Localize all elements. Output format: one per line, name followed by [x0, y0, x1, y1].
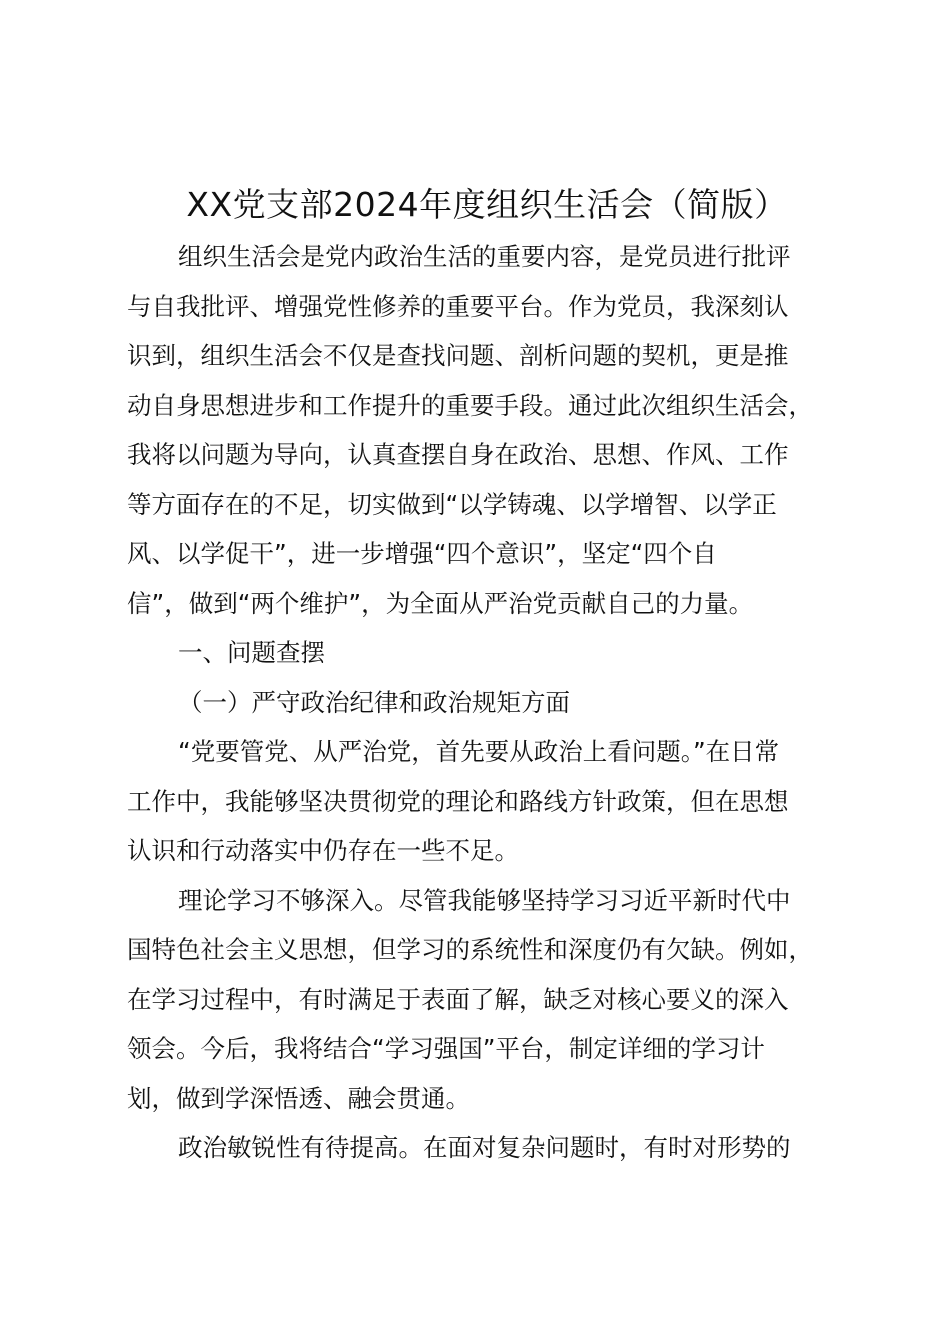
paragraph-line: 政治敏锐性有待提高。在面对复杂问题时，有时对形势的: [178, 1133, 791, 1162]
document-body: [127, 232, 835, 1173]
paragraph-line: 理论学习不够深入。尽管我能够坚持学习习近平新时代中: [178, 885, 791, 915]
paragraph-line: 等方面存在的不足，切实做到“以学铸魂、以学增智、以学正: [127, 489, 777, 519]
paragraph-line: 我将以问题为导向，认真查摆自身在政治、思想、作风、工作: [127, 440, 789, 469]
paragraph-line: 划，做到学深悟透、融会贯通。: [127, 1083, 470, 1113]
paragraph-line: 信”，做到“两个维护”，为全面从严治党贡献自己的力量。: [127, 588, 754, 618]
paragraph-line: 识到，组织生活会不仅是查找问题、剖析问题的契机，更是推: [127, 341, 789, 370]
paragraph-line: 认识和行动落实中仍存在一些不足。: [127, 836, 519, 865]
paragraph-line: 国特色社会主义思想，但学习的系统性和深度仍有欠缺。例如，: [127, 935, 813, 964]
paragraph-line: 风、以学促干”，进一步增强“四个意识”，坚定“四个自: [127, 539, 717, 568]
subsection-heading: （一）严守政治纪律和政治规矩方面: [178, 687, 570, 717]
paragraph-line: 与自我批评、增强党性修养的重要平台。作为党员，我深刻认: [127, 291, 789, 321]
paragraph-line: “党要管党、从严治党，首先要从政治上看问题。”在日常: [178, 737, 780, 766]
paragraph-line: 组织生活会是党内政治生活的重要内容，是党员进行批评: [178, 242, 791, 271]
paragraph-line: 工作中，我能够坚决贯彻党的理论和路线方针政策，但在思想: [127, 786, 789, 816]
paragraph-line: 领会。今后，我将结合“学习强国”平台，制定详细的学习计: [127, 1034, 765, 1063]
paragraph-line: 在学习过程中，有时满足于表面了解，缺乏对核心要义的深入: [127, 984, 789, 1014]
section-heading: 一、问题查摆: [178, 638, 325, 667]
document-title: XX党支部2024年度组织生活会（简版）: [186, 185, 788, 224]
paragraph-line: 动自身思想进步和工作提升的重要手段。通过此次组织生活会，: [127, 390, 813, 420]
